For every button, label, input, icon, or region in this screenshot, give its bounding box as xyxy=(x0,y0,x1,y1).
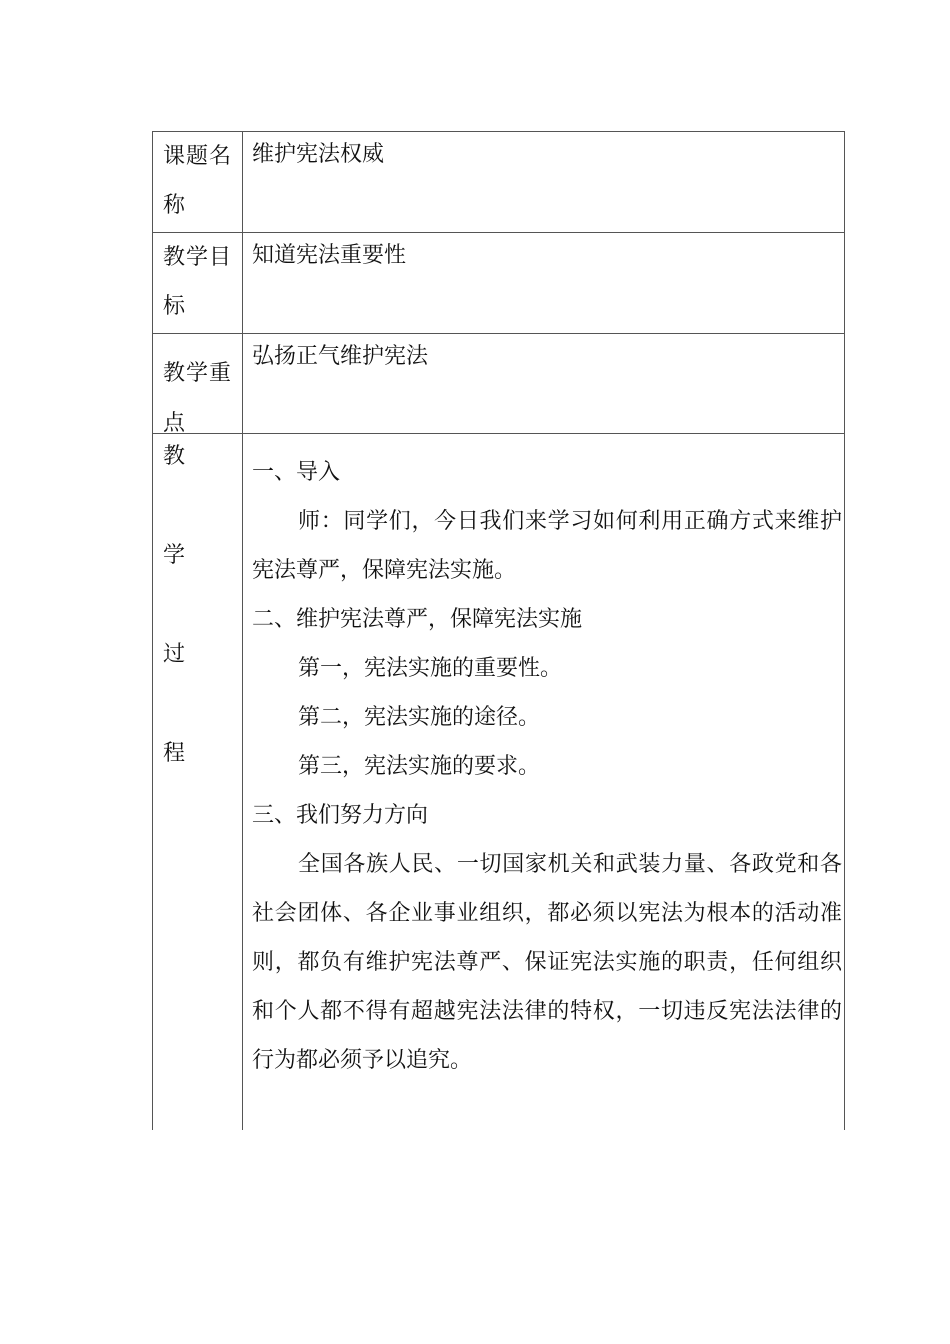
section-heading: 三、我们努力方向 xyxy=(252,803,429,828)
list-item: 第二，宪法实施的途径。 xyxy=(298,705,541,730)
topic-label: 课题名称 xyxy=(153,132,243,232)
table-row-goal xyxy=(153,233,844,334)
section-paragraph: 师：同学们，今日我们来学习如何利用正确方式来维护宪法尊严，保障宪法实施。 xyxy=(252,509,842,583)
process-label-char: 程 xyxy=(163,741,186,766)
focus-label: 教学重点 xyxy=(153,334,243,433)
section-heading: 一、导入 xyxy=(252,460,341,485)
process-content xyxy=(243,434,844,1130)
process-label-char: 学 xyxy=(163,543,186,568)
section-paragraph: 全国各族人民、一切国家机关和武装力量、各政党和各社会团体、各企业事业组织，都必须以宪法为根本的活动准则，都负有维护宪法尊严、保证宪法实施的职责，任何组织和个人都不得有超越宪法法律的特权，一切违反宪法法律的行为都必须予以追究。 xyxy=(252,852,842,1073)
lesson-plan-table xyxy=(152,131,845,1130)
topic-value: 维护宪法权威 xyxy=(252,142,385,167)
section-heading: 二、维护宪法尊严，保障宪法实施 xyxy=(252,607,583,632)
process-label-char: 过 xyxy=(163,642,186,667)
table-row-process xyxy=(153,434,844,1130)
process-label-char: 教 xyxy=(163,444,186,469)
goal-label: 教学目标 xyxy=(153,233,243,333)
list-item: 第一，宪法实施的重要性。 xyxy=(298,656,563,681)
table-row-topic xyxy=(153,132,844,233)
process-label xyxy=(153,434,243,1130)
goal-value: 知道宪法重要性 xyxy=(252,243,407,268)
focus-value: 弘扬正气维护宪法 xyxy=(252,344,429,369)
table-row-focus xyxy=(153,334,844,434)
list-item: 第三，宪法实施的要求。 xyxy=(298,754,541,779)
